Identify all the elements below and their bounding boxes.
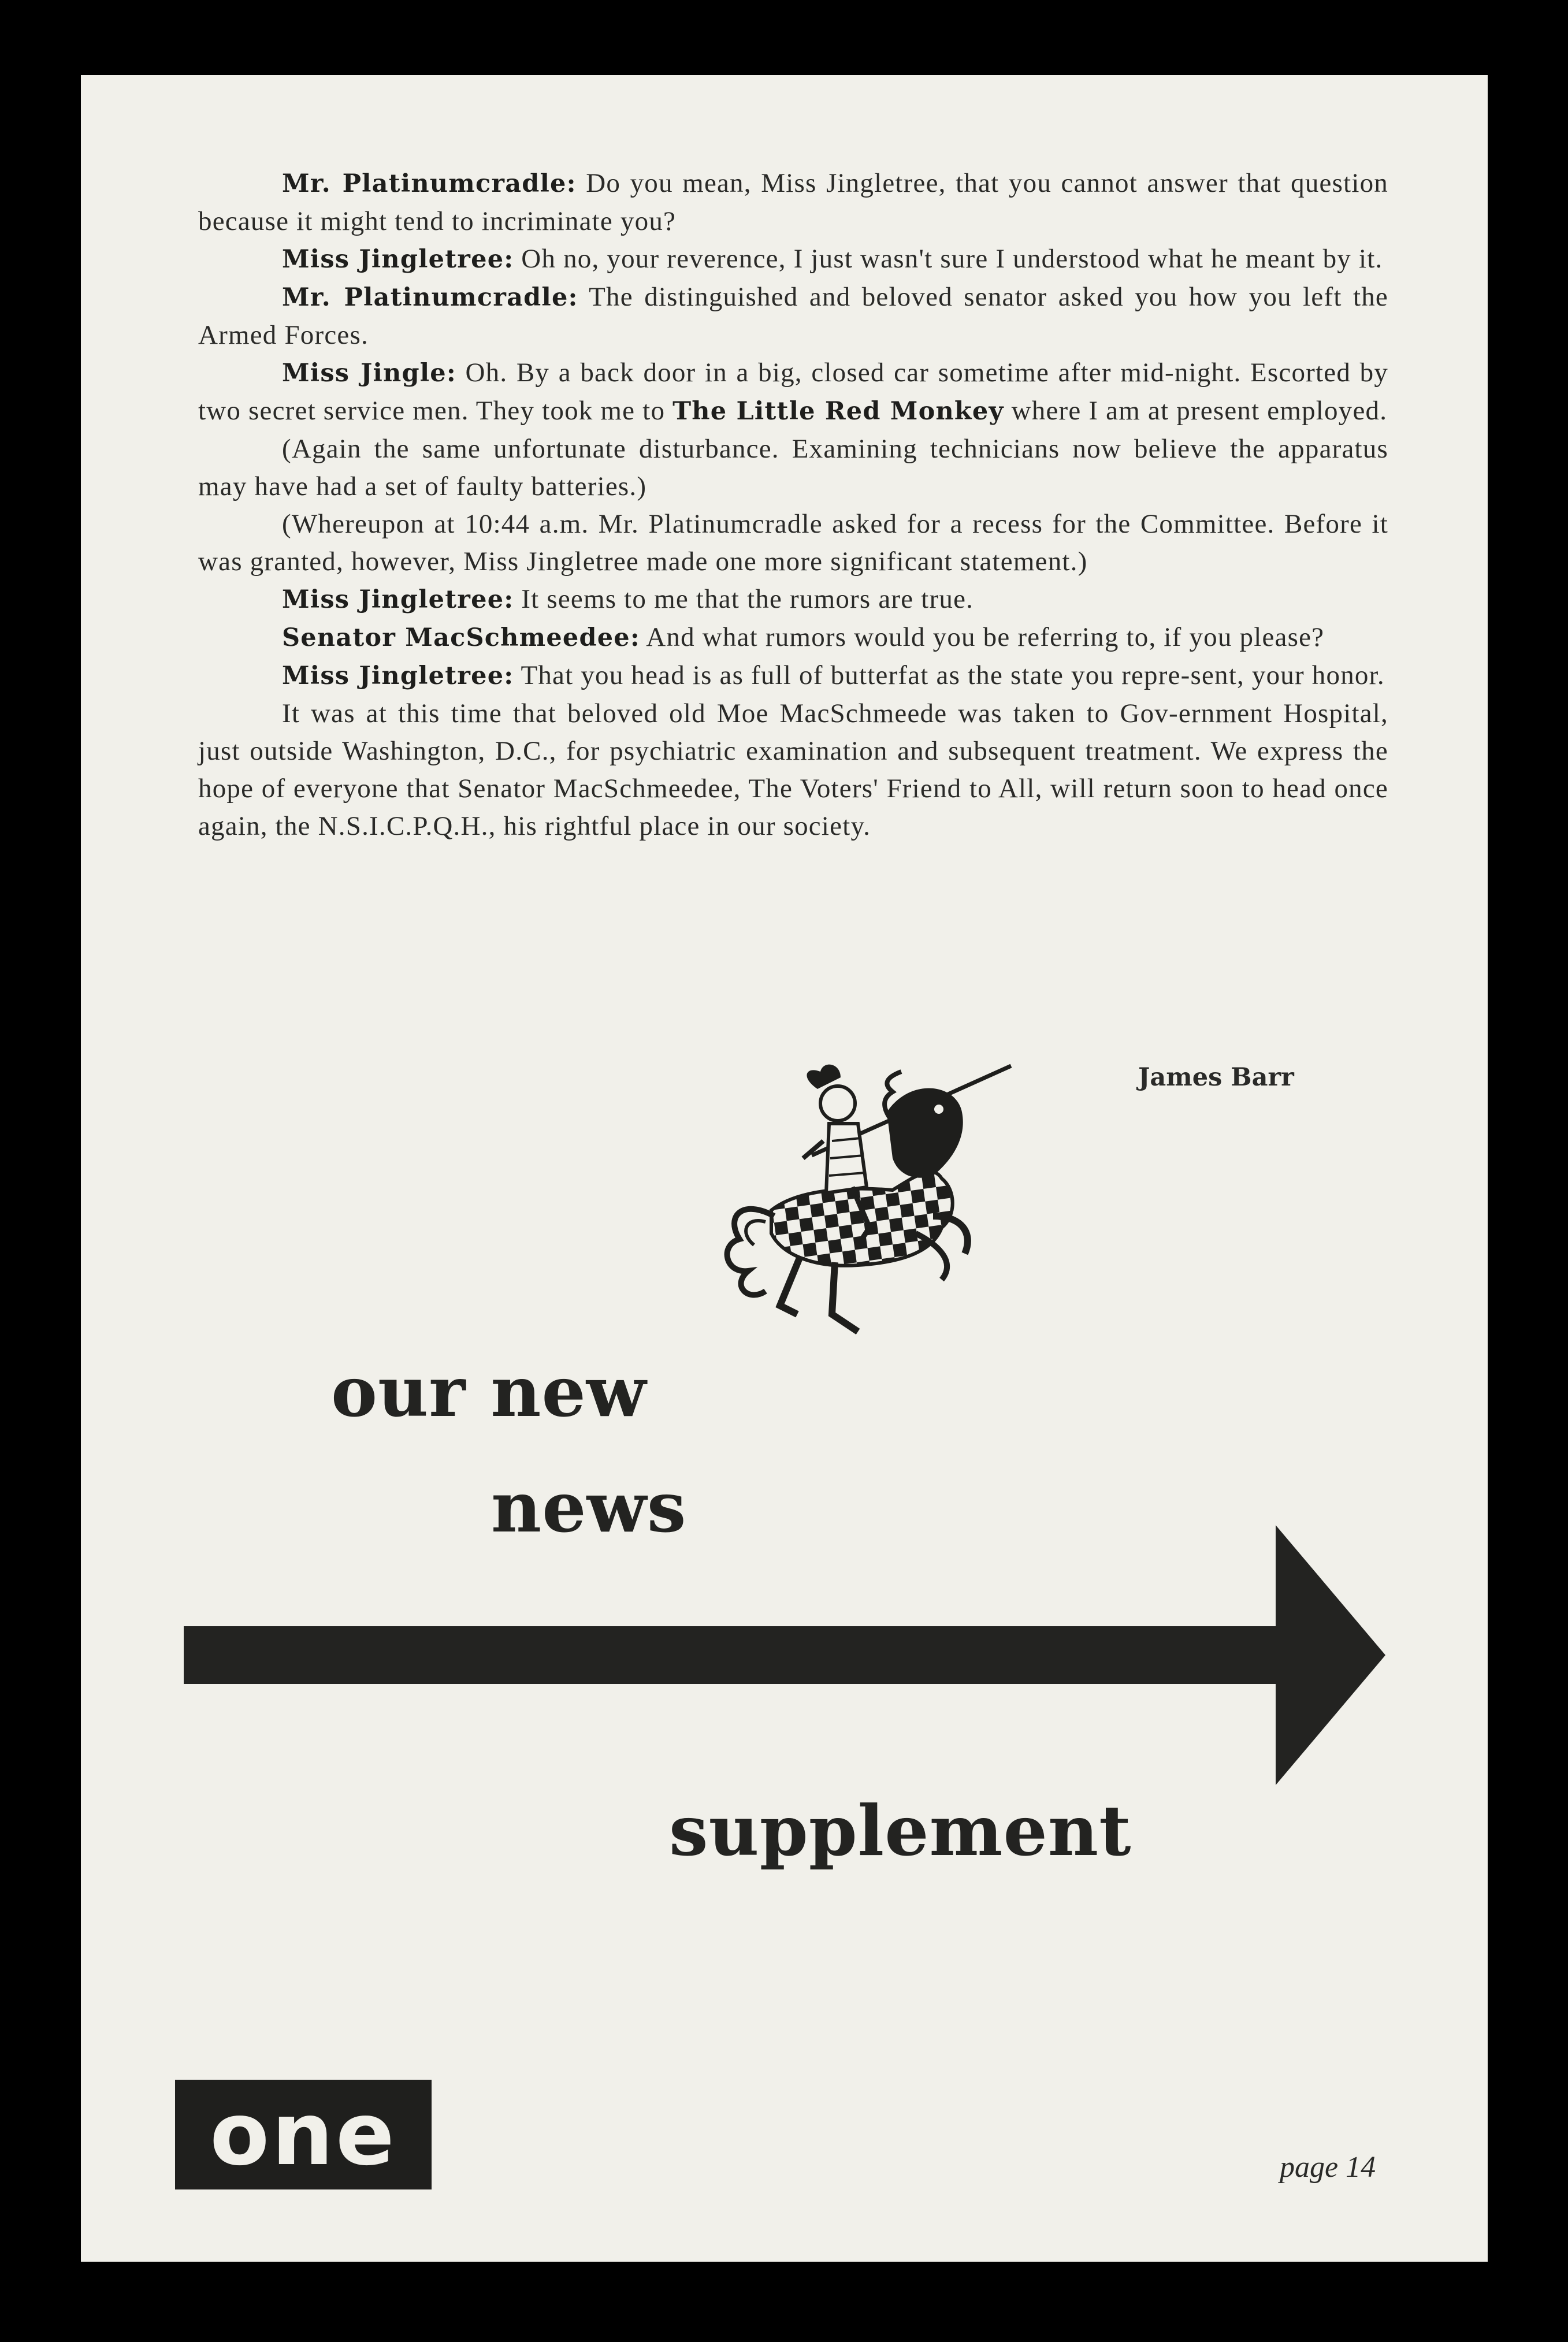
paragraph-8: Senator MacSchmeedee: And what rumors would you be referring to, if you please? — [282, 622, 1325, 652]
paragraph-6: (Whereupon at 10:44 a.m. Mr. Platinumcradle asked for a recess for the Committee. Before it was granted, however, Miss Jingletree made one more significant statement.) — [198, 509, 1388, 577]
paragraph-2: Miss Jingletree: Oh no, your reverence, I just wasn't sure I understood what he meant by it. — [282, 244, 1383, 274]
speaker-label: Miss Jingletree: — [282, 245, 514, 274]
article-body — [198, 165, 1388, 845]
paragraph-5: (Again the same unfortunate disturbance. Examining technicians now believe the apparatus may have had a set of faulty batteries.) — [198, 434, 1388, 501]
right-arrow-icon — [184, 1525, 1385, 1802]
headline-line-1: our new — [331, 1351, 647, 1433]
headline-line-2: news — [491, 1467, 687, 1548]
paragraph-3: Mr. Platinumcradle: The distinguished and beloved senator asked you how you left the Armed Forces. — [198, 282, 1388, 350]
page-number: page 14 — [1280, 2151, 1376, 2184]
paragraph-9: Miss Jingletree: That you head is as full of butterfat as the state you repre-sent, your honor. — [282, 660, 1385, 690]
one-magazine-logo: one — [175, 2080, 432, 2189]
speaker-label: Miss Jingletree: — [282, 585, 514, 614]
paragraph-10: It was at this time that beloved old Moe MacSchmeede was taken to Gov-ernment Hospital, just outside Washington, D.C., for psychiatric examination and subsequent treatment. We express the hope of everyone that Senator MacSchmeedee, The Voters' Friend to All, will return soon to head once again, the N.S.I.C.P.Q.H., his rightful place in our society. — [198, 698, 1388, 841]
paragraph-7: Miss Jingletree: It seems to me that the rumors are true. — [282, 584, 974, 614]
speaker-label: Miss Jingle: — [282, 359, 456, 388]
speaker-label: Mr. Platinumcradle: — [282, 283, 578, 312]
magazine-page — [81, 75, 1488, 2262]
author-byline: James Barr — [1138, 1063, 1294, 1092]
headline-line-3: supplement — [669, 1790, 1132, 1872]
bold-venue-name: The Little Red Monkey — [672, 397, 1004, 426]
paragraph-4: Miss Jingle: Oh. By a back door in a big, closed car sometime after mid-night. Escorted by two secret service men. They took me to The Little Red Monkey where I am at present employed. — [198, 358, 1389, 426]
paragraph-1: Mr. Platinumcradle: Do you mean, Miss Jingletree, that you cannot answer that question because it might tend to incriminate you? — [198, 168, 1388, 236]
speaker-label: Senator MacSchmeedee: — [282, 623, 640, 652]
speaker-label: Miss Jingletree: — [282, 661, 514, 690]
speaker-label: Mr. Platinumcradle: — [282, 169, 577, 198]
knight-on-checkered-horse-icon — [685, 1043, 1043, 1372]
